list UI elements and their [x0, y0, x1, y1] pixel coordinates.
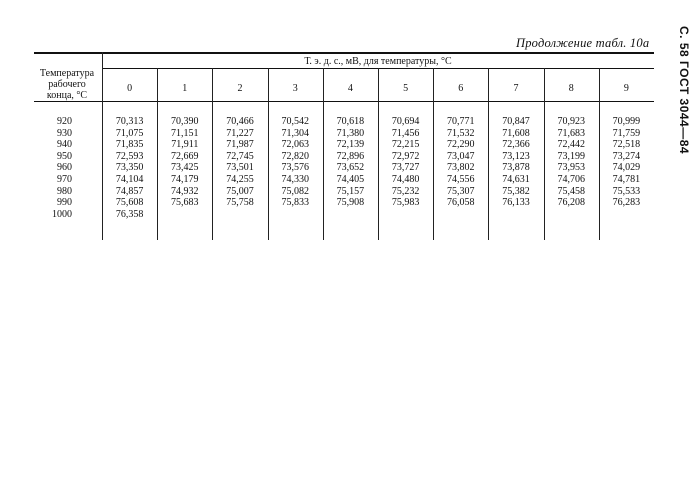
table-cell: 71,456: [391, 127, 420, 139]
table-cell: 71,380: [336, 127, 365, 139]
table-cell: 74,480: [391, 174, 420, 185]
table-cell: 71,304: [281, 127, 309, 139]
table-cell: 71,532: [447, 127, 475, 139]
table-cell: 75,908: [336, 197, 365, 209]
table-cell: 74,556: [447, 174, 475, 185]
table-cell: 73,274: [612, 150, 641, 162]
table-cell: 75,232: [391, 185, 420, 197]
table-cell: 75,458: [557, 185, 585, 197]
column-header: 9: [623, 83, 629, 94]
table-cell: 74,179: [171, 174, 199, 185]
table-cell: 70,313: [115, 116, 144, 127]
table-cell: 72,366: [502, 139, 530, 151]
table-cell: 72,518: [612, 139, 641, 151]
row-temperature: 920: [57, 116, 72, 127]
table-cell: 74,104: [115, 174, 144, 185]
table-cell: 74,932: [171, 185, 199, 197]
table-cell: 71,608: [502, 127, 530, 139]
table-cell: 76,058: [447, 197, 475, 209]
stub-header: Температура рабочего конца, °С: [39, 68, 95, 101]
table-cell: 72,669: [171, 150, 199, 162]
column-header: 5: [403, 83, 409, 94]
table-cell: 71,075: [115, 127, 144, 139]
table-cell: 76,358: [115, 208, 144, 220]
table-cell: 75,307: [447, 185, 475, 197]
table-cell: 73,350: [115, 162, 144, 174]
table-cell: 73,652: [336, 162, 365, 174]
table-cell: 71,835: [115, 139, 144, 151]
table-cell: 74,631: [502, 174, 530, 185]
table-continuation-caption: Продолжение табл. 10а: [516, 36, 650, 50]
table-cell: 73,123: [502, 150, 530, 162]
row-temperature: 1000: [52, 208, 72, 220]
table-cell: 70,466: [226, 116, 254, 127]
table-cell: 74,029: [612, 162, 641, 174]
table-cell: 72,745: [226, 150, 254, 162]
table-cell: 75,082: [281, 185, 309, 197]
table-cell: 70,694: [391, 116, 420, 127]
table-top-rule: [34, 52, 654, 54]
table-cell: 70,923: [557, 116, 585, 127]
row-temperature: 960: [57, 162, 72, 174]
table-cell: 73,501: [226, 162, 254, 174]
table-cell: 76,283: [612, 197, 641, 209]
table-cell: 71,227: [226, 127, 254, 139]
table-cell: 73,047: [447, 150, 475, 162]
column-divider: [323, 68, 324, 240]
table-cell: 72,139: [336, 139, 365, 151]
column-divider: [544, 68, 545, 240]
column-header: 2: [237, 83, 243, 94]
column-divider: [599, 68, 600, 240]
table-cell: 76,208: [557, 197, 585, 209]
table-cell: 72,215: [391, 139, 420, 151]
row-temperature: 990: [57, 197, 72, 209]
row-temperature: 980: [57, 185, 72, 197]
column-header: 0: [127, 83, 133, 94]
table-cell: 70,542: [281, 116, 309, 127]
table-cell: 74,255: [226, 174, 254, 185]
table-cell: 75,007: [226, 185, 254, 197]
table-cell: 70,618: [336, 116, 365, 127]
table-cell: 74,330: [281, 174, 309, 185]
table-cell: 74,706: [557, 174, 585, 185]
table-cell: 73,953: [557, 162, 585, 174]
table-cell: 75,157: [336, 185, 365, 197]
table-cell: 74,781: [612, 174, 641, 185]
table-cell: 73,727: [391, 162, 420, 174]
table-cell: 70,847: [502, 116, 530, 127]
table-cell: 70,390: [171, 116, 199, 127]
row-temperature: 930: [57, 127, 72, 139]
table-cell: 72,442: [557, 139, 585, 151]
table-cell: 75,382: [502, 185, 530, 197]
column-divider: [433, 68, 434, 240]
table-cell: 71,911: [171, 139, 199, 151]
column-header: 4: [347, 83, 353, 94]
page-running-header: С. 58 ГОСТ 3044—84: [677, 26, 691, 155]
group-header: Т. э. д. с., мВ, для температуры, °С: [304, 56, 452, 67]
table-cell: 73,199: [557, 150, 585, 162]
column-divider: [102, 52, 103, 240]
table-cell: 75,758: [226, 197, 254, 209]
table-cell: 70,771: [447, 116, 475, 127]
table-cell: 70,999: [612, 116, 641, 127]
column-header: 6: [458, 83, 464, 94]
column-header: 3: [292, 83, 298, 94]
table-cell: 72,063: [281, 139, 309, 151]
table-cell: 72,972: [391, 150, 420, 162]
table-cell: 72,290: [447, 139, 475, 151]
table-cell: 75,683: [171, 197, 199, 209]
table-cell: 72,820: [281, 150, 309, 162]
row-temperature: 970: [57, 174, 72, 185]
table-cell: 71,759: [612, 127, 641, 139]
table-cell: 75,533: [612, 185, 641, 197]
column-header: 8: [568, 83, 574, 94]
table-cell: 73,878: [502, 162, 530, 174]
table-cell: 74,857: [115, 185, 144, 197]
table-cell: 75,608: [115, 197, 144, 209]
table-cell: 73,802: [447, 162, 475, 174]
table-cell: 71,987: [226, 139, 254, 151]
column-header: 1: [182, 83, 188, 94]
column-divider: [378, 68, 379, 240]
table-cell: 76,133: [502, 197, 530, 209]
table-cell: 71,683: [557, 127, 585, 139]
table-cell: 72,896: [336, 150, 365, 162]
table-cell: 72,593: [115, 150, 144, 162]
column-divider: [268, 68, 269, 240]
table-cell: 75,983: [391, 197, 420, 209]
column-divider: [212, 68, 213, 240]
header-bottom-rule: [34, 101, 654, 102]
column-divider: [488, 68, 489, 240]
table-cell: 73,425: [171, 162, 199, 174]
table-cell: 75,833: [281, 197, 309, 209]
row-temperature: 950: [57, 150, 72, 162]
table-cell: 71,151: [171, 127, 199, 139]
row-temperature: 940: [57, 139, 72, 151]
table-cell: 73,576: [281, 162, 309, 174]
column-divider: [157, 68, 158, 240]
thermo-emf-table: [34, 48, 654, 248]
table-cell: 74,405: [336, 174, 365, 185]
column-header: 7: [513, 83, 519, 94]
